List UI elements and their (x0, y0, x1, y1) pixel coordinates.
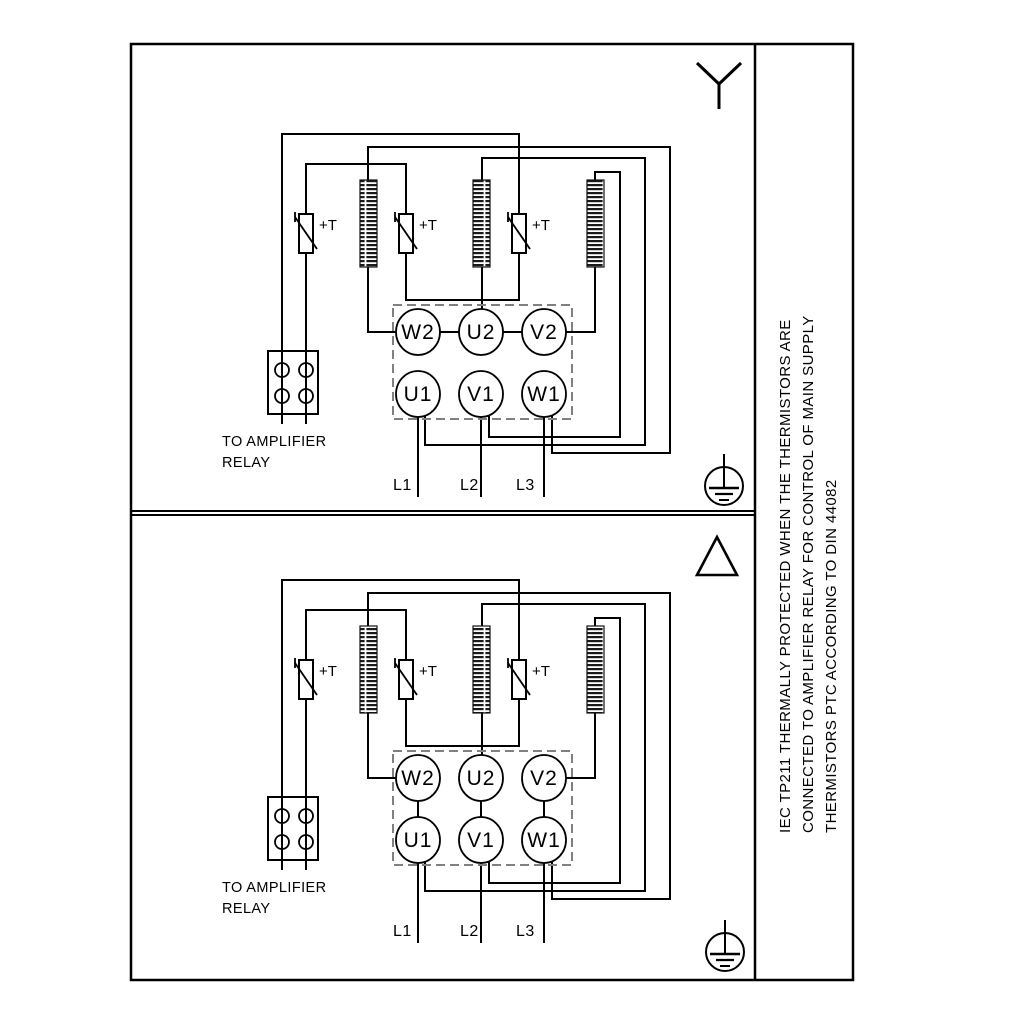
terminal-label-w2: W2 (401, 321, 435, 344)
winding-coil-3 (587, 180, 604, 267)
terminal-label-w1: W1 (527, 829, 561, 852)
supply-label-l3: L3 (516, 477, 535, 494)
terminal-label-w2: W2 (401, 767, 435, 790)
terminal-label-u2: U2 (466, 321, 496, 344)
ground-symbol (705, 454, 743, 505)
terminal-label-v2: V2 (530, 767, 558, 790)
supply-label-l2: L2 (460, 477, 479, 494)
supply-label-l3: L3 (516, 923, 535, 940)
terminal-label-u1: U1 (403, 829, 433, 852)
thermistor-2 (395, 658, 437, 699)
relay-connector-box (268, 797, 318, 860)
thermistor-label: +T (532, 217, 550, 234)
thermistor-1 (295, 212, 337, 253)
relay-note-line-1: TO AMPLIFIER (222, 880, 327, 896)
supply-label-l1: L1 (393, 477, 412, 494)
coil1-w2-wire (368, 713, 396, 778)
terminal-label-w1: W1 (527, 383, 561, 406)
delta-symbol (697, 537, 737, 575)
star-connection-panel (222, 63, 743, 505)
coil1-w2-wire (368, 267, 396, 332)
thermistor-2 (395, 212, 437, 253)
terminal-label-v1: V1 (467, 383, 495, 406)
winding-coil-2 (473, 626, 490, 713)
amplifier-relay-connector (268, 351, 318, 414)
supply-label-l2: L2 (460, 923, 479, 940)
thermistor-bottom-bridge-wire (406, 253, 519, 300)
coil3-v2-wire (566, 713, 595, 778)
thermistor-1 (295, 658, 337, 699)
amplifier-relay-connector (268, 797, 318, 860)
relay-connector-box (268, 351, 318, 414)
terminal-label-u2: U2 (466, 767, 496, 790)
delta-connection-panel (222, 537, 744, 971)
terminal-label-u1: U1 (403, 383, 433, 406)
side-note-line-1: IEC TP211 THERMALLY PROTECTED WHEN THE THERMISTORS ARE (777, 319, 794, 833)
winding-coil-3 (587, 626, 604, 713)
relay-note-line-2: RELAY (222, 901, 271, 917)
thermistor-3 (508, 658, 550, 699)
relay-note-line-2: RELAY (222, 455, 271, 471)
thermistor-label: +T (319, 217, 337, 234)
terminal-label-v2: V2 (530, 321, 558, 344)
ground-symbol (706, 920, 744, 971)
side-note-line-2: CONNECTED TO AMPLIFIER RELAY FOR CONTROL OF MAIN SUPPLY (800, 315, 817, 833)
relay-note-line-1: TO AMPLIFIER (222, 434, 327, 450)
thermistor-label: +T (419, 663, 437, 680)
thermistor-bottom-bridge-wire (406, 699, 519, 746)
winding-coil-1 (360, 626, 377, 713)
star-symbol (697, 63, 741, 109)
terminal-label-v1: V1 (467, 829, 495, 852)
star-symbol-strokes (697, 63, 741, 109)
thermistor-label: +T (319, 663, 337, 680)
winding-coil-2 (473, 180, 490, 267)
thermistor-top-bridge-wire (306, 610, 406, 660)
thermistor-top-bridge-wire (306, 164, 406, 214)
supply-label-l1: L1 (393, 923, 412, 940)
thermistor-3 (508, 212, 550, 253)
thermistor-label: +T (419, 217, 437, 234)
side-note-line-3: THERMISTORS PTC ACCORDING TO DIN 44082 (823, 479, 840, 833)
coil3-v2-wire (566, 267, 595, 332)
winding-coil-1 (360, 180, 377, 267)
thermistor-label: +T (532, 663, 550, 680)
